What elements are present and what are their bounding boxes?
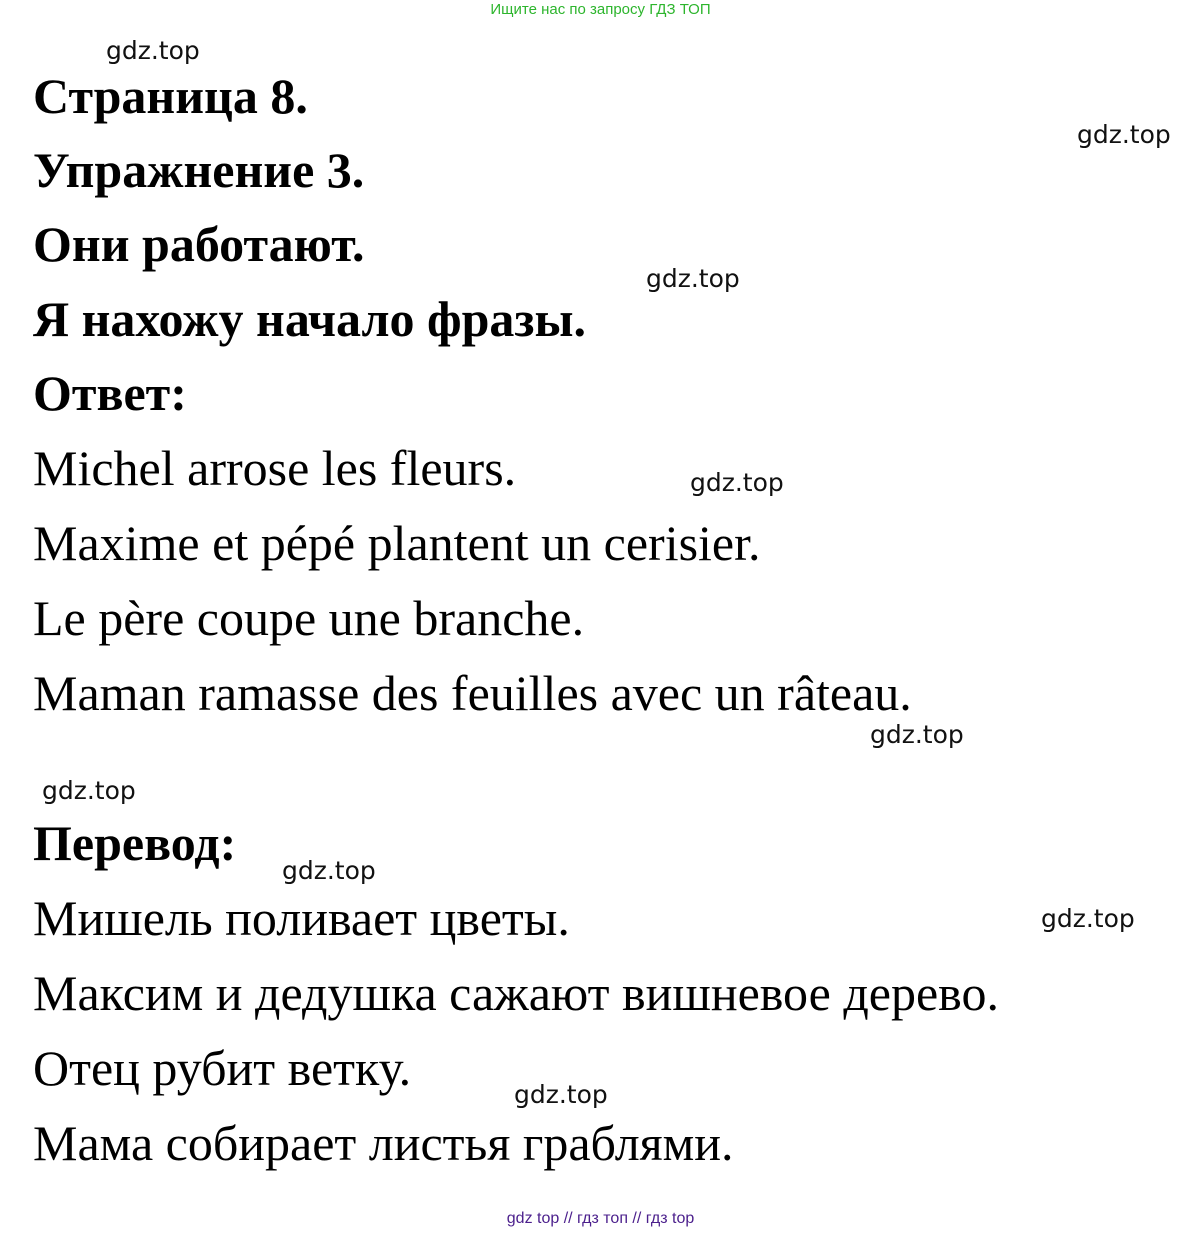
footer: gdz top // гдз топ // гдз top <box>506 1210 695 1227</box>
answer-line: Maxime et pépé plantent un cerisier. <box>33 515 761 571</box>
watermark: gdz.top <box>1077 120 1171 149</box>
translation-label: Перевод: <box>33 815 237 871</box>
watermark: gdz.top <box>1041 904 1135 933</box>
translation-line: Отец рубит ветку. <box>33 1040 412 1096</box>
answer-line: Maman ramasse des feuilles avec un râteau. <box>33 665 912 721</box>
topic-title: Они работают. <box>33 216 365 272</box>
task-title: Я нахожу начало фразы. <box>33 291 587 347</box>
watermark: gdz.top <box>690 468 784 497</box>
watermark: gdz.top <box>514 1080 608 1109</box>
watermark: gdz.top <box>42 776 136 805</box>
answer-line: Michel arrose les fleurs. <box>33 440 517 496</box>
translation-line: Мишель поливает цветы. <box>33 890 570 946</box>
watermark: gdz.top <box>646 264 740 293</box>
watermark: gdz.top <box>282 856 376 885</box>
watermark: gdz.top <box>870 720 964 749</box>
answer-line: Le père coupe une branche. <box>33 590 585 646</box>
exercise-title: Упражнение 3. <box>33 142 365 198</box>
top-banner: Ищите нас по запросу ГДЗ ТОП <box>490 1 711 18</box>
translation-line: Мама собирает листья граблями. <box>33 1115 734 1171</box>
answer-label: Ответ: <box>33 365 187 421</box>
translation-line: Максим и дедушка сажают вишневое дерево. <box>33 965 999 1021</box>
page-title: Страница 8. <box>33 68 308 124</box>
watermark: gdz.top <box>106 36 200 65</box>
